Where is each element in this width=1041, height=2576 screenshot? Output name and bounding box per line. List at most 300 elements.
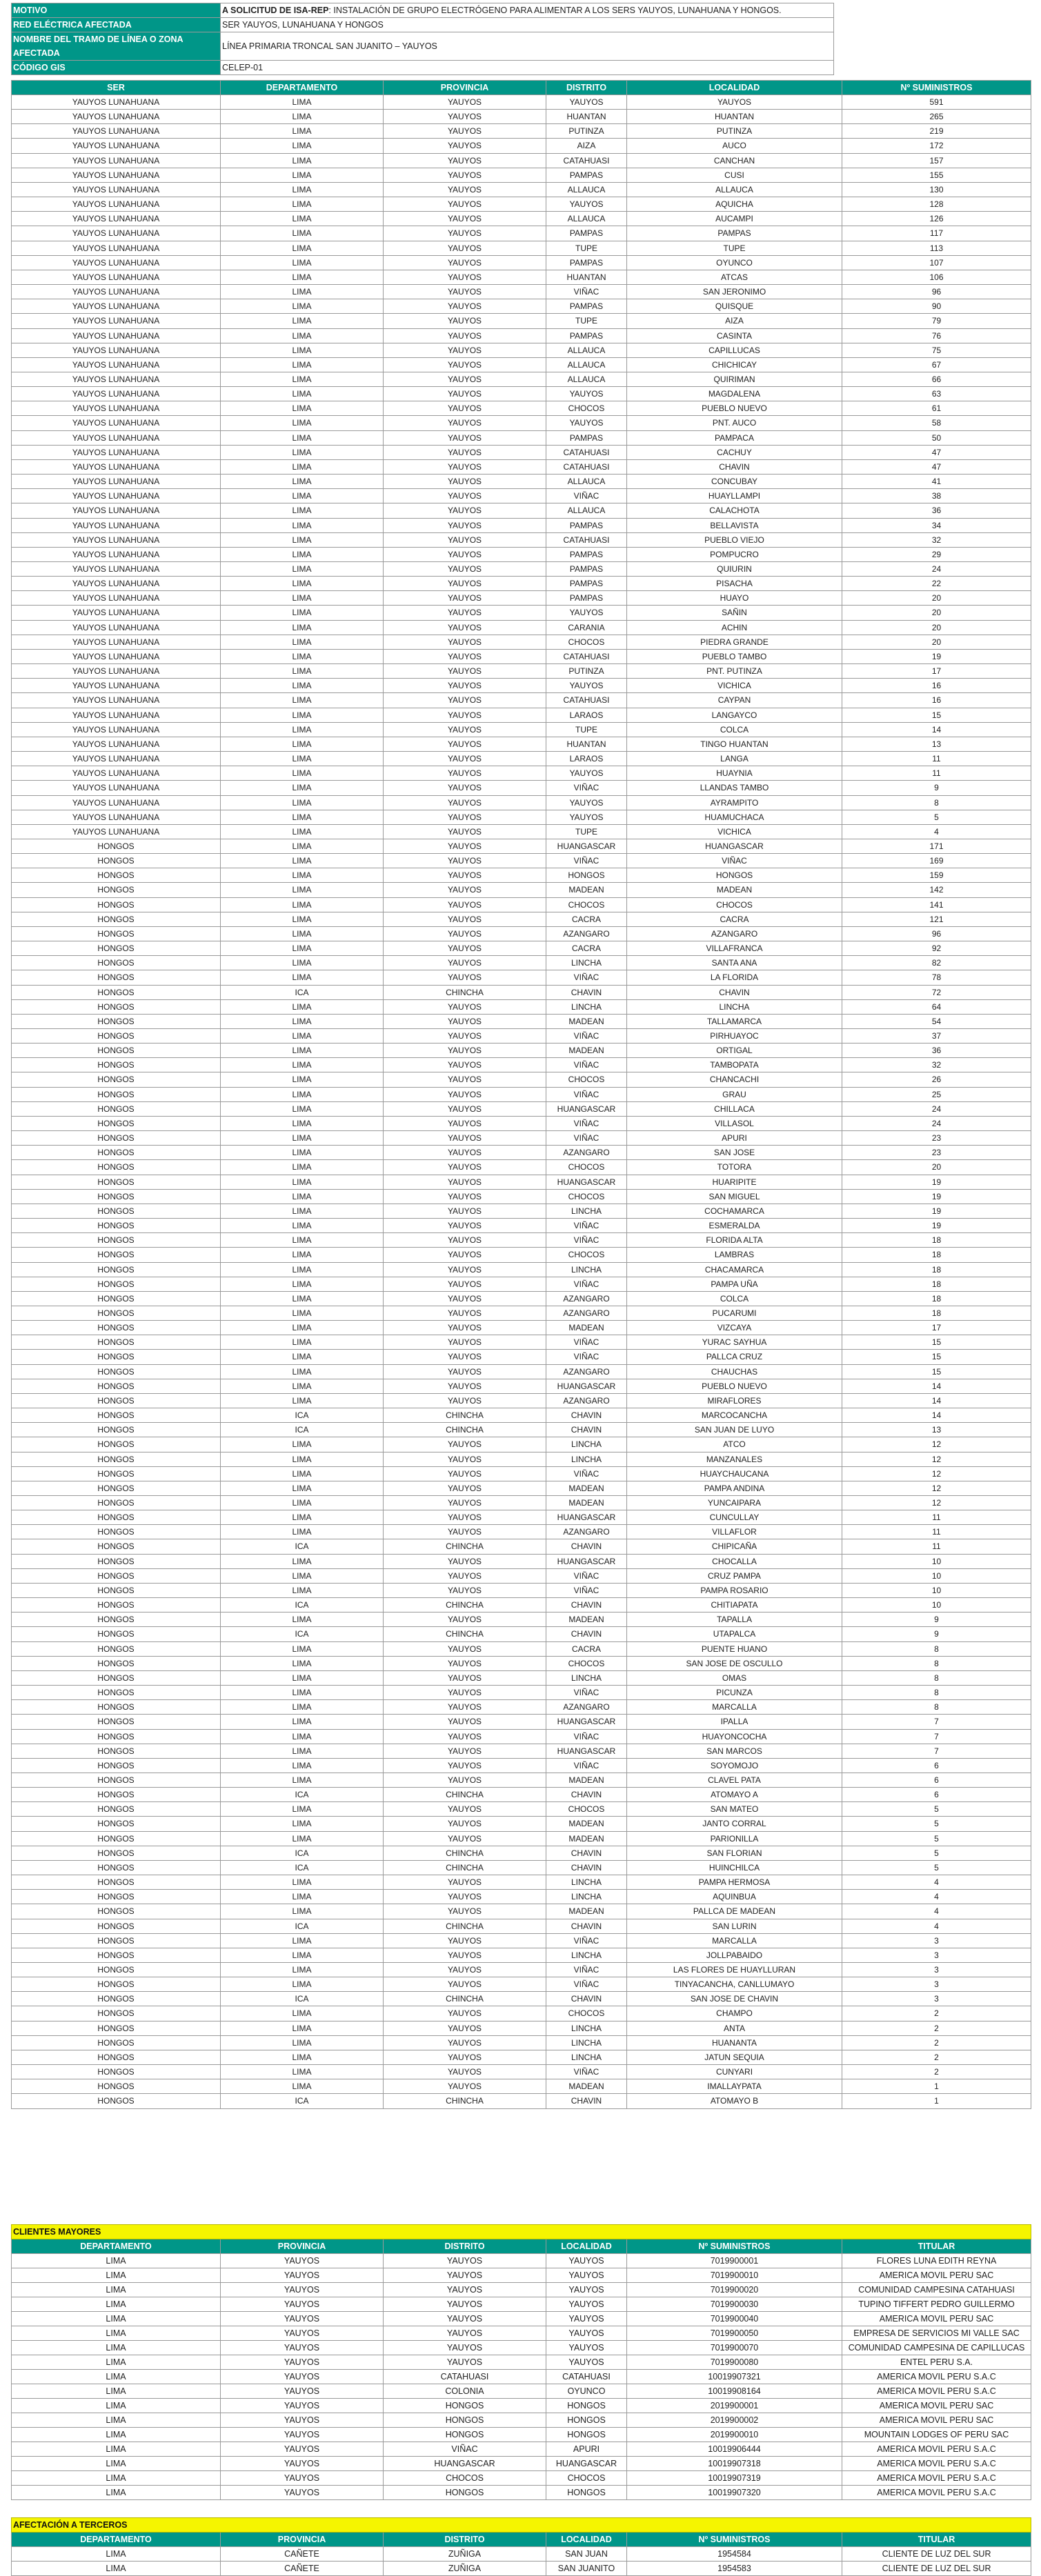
table-cell: CHINCHA: [384, 1788, 546, 1802]
table-cell: LIMA: [221, 489, 384, 503]
table-cell: 10: [842, 1568, 1031, 1583]
table-cell: PAMPAS: [546, 577, 627, 591]
table-row: [12, 1364, 1031, 1379]
table-cell: CHOCOS: [546, 635, 627, 649]
table-cell: ATCAS: [627, 270, 842, 284]
table-cell: CATAHUASI: [546, 693, 627, 708]
table-row: [12, 1744, 1031, 1758]
table-cell: LIMA: [221, 839, 384, 853]
table-cell: YAUYOS: [384, 1379, 546, 1393]
table-cell: 24: [842, 1116, 1031, 1130]
table-cell: LANGAYCO: [627, 708, 842, 722]
table-cell: YAUYOS LUNAHUANA: [12, 635, 221, 649]
table-cell: LIMA: [221, 1568, 384, 1583]
table-cell: VIÑAC: [546, 1583, 627, 1597]
table-cell: LIMA: [221, 1350, 384, 1364]
table-cell: HUANTAN: [546, 110, 627, 124]
table-row: [12, 1379, 1031, 1393]
table-cell: YAUYOS LUNAHUANA: [12, 372, 221, 386]
table-cell: PAMPAS: [546, 226, 627, 241]
table-cell: VIÑAC: [546, 781, 627, 795]
table-cell: HUARIPITE: [627, 1175, 842, 1189]
table-cell: 14: [842, 1393, 1031, 1408]
table-cell: 20: [842, 591, 1031, 606]
table-cell: LIMA: [221, 999, 384, 1014]
table-cell: YAUYOS: [384, 285, 546, 299]
table-row: [12, 1029, 1031, 1044]
table-cell: HUANTAN: [627, 110, 842, 124]
table-cell: SANTA ANA: [627, 956, 842, 970]
table-cell: 23: [842, 1146, 1031, 1160]
table-cell: 9: [842, 1627, 1031, 1641]
table-cell: OMAS: [627, 1670, 842, 1685]
table-cell: YAUYOS: [384, 2021, 546, 2035]
table-cell: YAUYOS LUNAHUANA: [12, 343, 221, 357]
table-cell: ALLAUCA: [546, 475, 627, 489]
table-cell: YAUYOS: [384, 197, 546, 212]
table-cell: YAUYOS: [384, 2035, 546, 2050]
table-cell: APURI: [546, 2442, 627, 2457]
table-cell: LIMA: [221, 795, 384, 810]
table-row: [12, 577, 1031, 591]
table-cell: HONGOS: [12, 1539, 221, 1554]
table-row: [12, 2050, 1031, 2064]
table-cell: PUTINZA: [546, 664, 627, 679]
table-cell: CHAVIN: [546, 985, 627, 999]
table-cell: LIMA: [221, 1379, 384, 1393]
table-cell: EMPRESA DE SERVICIOS MI VALLE SAC: [842, 2326, 1031, 2341]
table-cell: ALLAUCA: [546, 503, 627, 518]
table-cell: 142: [842, 883, 1031, 897]
table-cell: PAMPACA: [627, 430, 842, 445]
table-cell: 12: [842, 1452, 1031, 1466]
table-cell: YAUYOS: [546, 2341, 627, 2355]
table-cell: LIMA: [221, 1613, 384, 1627]
table-cell: LIMA: [221, 1948, 384, 1962]
table-cell: YAUYOS: [384, 430, 546, 445]
table-cell: 3: [842, 1948, 1031, 1962]
table-cell: LIMA: [12, 2471, 221, 2486]
table-cell: VIÑAC: [384, 2442, 546, 2457]
table-cell: HONGOS: [12, 1613, 221, 1627]
table-cell: 61: [842, 401, 1031, 416]
table-cell: 25: [842, 1087, 1031, 1101]
table-row: [12, 1072, 1031, 1087]
table-cell: LIMA: [221, 168, 384, 182]
table-cell: HUANTAN: [546, 270, 627, 284]
table-cell: HONGOS: [12, 1977, 221, 1992]
table-cell: YAUYOS: [384, 95, 546, 110]
column-header: SER: [12, 81, 221, 95]
table-cell: MADEAN: [546, 1321, 627, 1335]
table-cell: YAUYOS: [546, 2355, 627, 2370]
table-cell: PARIONILLA: [627, 1831, 842, 1846]
table-cell: HONGOS: [12, 970, 221, 985]
table-row: [12, 2297, 1031, 2312]
table-cell: AMERICA MOVIL PERU SAC: [842, 2399, 1031, 2413]
table-cell: 121: [842, 912, 1031, 926]
table-cell: YAUYOS: [384, 299, 546, 314]
table-row: [12, 1583, 1031, 1597]
table-cell: LIMA: [221, 1306, 384, 1320]
table-cell: HONGOS: [12, 1933, 221, 1948]
table-cell: YAUYOS LUNAHUANA: [12, 795, 221, 810]
table-cell: AYRAMPITO: [627, 795, 842, 810]
table-cell: FLORIDA ALTA: [627, 1233, 842, 1248]
table-cell: YAUYOS: [384, 518, 546, 532]
table-cell: VIÑAC: [546, 1233, 627, 1248]
table-cell: LIMA: [221, 1525, 384, 1539]
table-cell: SAN FLORIAN: [627, 1846, 842, 1860]
table-cell: MARCALLA: [627, 1933, 842, 1948]
table-cell: TAMBOPATA: [627, 1058, 842, 1072]
table-cell: YAUYOS: [384, 2006, 546, 2021]
table-row: [12, 2254, 1031, 2268]
table-row: [12, 182, 1031, 197]
table-cell: CATAHUASI: [546, 649, 627, 663]
table-cell: LIMA: [221, 1116, 384, 1130]
table-cell: YAUYOS LUNAHUANA: [12, 255, 221, 270]
table-cell: YAUYOS: [221, 2297, 384, 2312]
table-cell: ATOMAYO B: [627, 2094, 842, 2108]
table-cell: HONGOS: [12, 1204, 221, 1218]
table-cell: 66: [842, 372, 1031, 386]
table-cell: LIMA: [221, 664, 384, 679]
table-cell: AMERICA MOVIL PERU S.A.C: [842, 2384, 1031, 2399]
table-cell: LINCHA: [627, 999, 842, 1014]
table-cell: HONGOS: [12, 1700, 221, 1715]
motivo-bold: A SOLICITUD DE ISA-REP: [222, 6, 329, 15]
table-row: [12, 2486, 1031, 2500]
table-cell: LIMA: [221, 970, 384, 985]
table-cell: 50: [842, 430, 1031, 445]
table-cell: LIMA: [221, 1904, 384, 1919]
table-cell: YAUYOS: [384, 562, 546, 577]
table-cell: YAUYOS: [384, 1335, 546, 1350]
table-cell: YAUYOS: [384, 1554, 546, 1568]
table-cell: VILLASOL: [627, 1116, 842, 1130]
column-header: Nº SUMINISTROS: [627, 2239, 842, 2254]
table-cell: CHAVIN: [546, 1846, 627, 1860]
table-cell: 10019908164: [627, 2384, 842, 2399]
table-cell: LIMA: [221, 897, 384, 912]
table-cell: HUANGASCAR: [546, 1101, 627, 1116]
table-row: [12, 912, 1031, 926]
table-row: [12, 1758, 1031, 1773]
table-cell: MOUNTAIN LODGES OF PERU SAC: [842, 2428, 1031, 2442]
table-cell: HONGOS: [546, 2399, 627, 2413]
table-cell: 2: [842, 2050, 1031, 2064]
table-cell: HONGOS: [12, 941, 221, 956]
table-cell: LIMA: [221, 649, 384, 663]
table-cell: CHAVIN: [546, 2094, 627, 2108]
table-cell: ICA: [221, 1408, 384, 1423]
table-cell: 90: [842, 299, 1031, 314]
table-cell: LIMA: [12, 2413, 221, 2428]
table-cell: YAUYOS: [384, 1817, 546, 1831]
table-cell: LARAOS: [546, 752, 627, 766]
table-cell: YAUYOS: [221, 2283, 384, 2297]
clientes-mayores-header-row: [12, 2239, 1031, 2254]
table-cell: 10019907321: [627, 2370, 842, 2384]
table-cell: HONGOS: [12, 1992, 221, 2006]
table-cell: 10019907319: [627, 2471, 842, 2486]
table-cell: YAUYOS LUNAHUANA: [12, 299, 221, 314]
table-row: [12, 1729, 1031, 1744]
table-row: [12, 839, 1031, 853]
table-cell: VIÑAC: [546, 1058, 627, 1072]
table-cell: ATCO: [627, 1437, 842, 1452]
table-cell: 19: [842, 649, 1031, 663]
table-cell: LIMA: [221, 1219, 384, 1233]
table-cell: HUAYLLAMPI: [627, 489, 842, 503]
table-cell: CHOCOS: [546, 1248, 627, 1262]
table-cell: YAUYOS LUNAHUANA: [12, 241, 221, 255]
table-cell: YAUYOS LUNAHUANA: [12, 547, 221, 561]
table-cell: HONGOS: [12, 912, 221, 926]
table-cell: CHILLACA: [627, 1101, 842, 1116]
table-cell: 8: [842, 795, 1031, 810]
table-row: [12, 1539, 1031, 1554]
table-cell: SAÑIN: [627, 606, 842, 620]
table-cell: LIMA: [221, 153, 384, 168]
table-cell: ICA: [221, 1860, 384, 1875]
table-cell: YAUYOS: [546, 95, 627, 110]
table-cell: YAUYOS: [221, 2471, 384, 2486]
table-row: [12, 2268, 1031, 2283]
table-cell: ICA: [221, 1627, 384, 1641]
table-cell: CAYPAN: [627, 693, 842, 708]
table-cell: LIMA: [221, 941, 384, 956]
table-cell: LIMA: [221, 1729, 384, 1744]
table-cell: YAUYOS: [384, 1525, 546, 1539]
table-row: [12, 95, 1031, 110]
table-cell: AIZA: [546, 139, 627, 153]
table-cell: LINCHA: [546, 1437, 627, 1452]
table-cell: LIMA: [221, 532, 384, 547]
table-cell: 18: [842, 1291, 1031, 1306]
table-cell: CHOCOS: [546, 1189, 627, 1204]
table-cell: YAUYOS LUNAHUANA: [12, 766, 221, 781]
table-cell: LIMA: [221, 562, 384, 577]
table-cell: ALLAUCA: [546, 182, 627, 197]
table-cell: LIMA: [221, 343, 384, 357]
table-cell: HONGOS: [546, 2413, 627, 2428]
table-cell: YAUYOS: [546, 416, 627, 430]
table-row: [12, 1189, 1031, 1204]
table-cell: YAUYOS: [384, 766, 546, 781]
motivo-row: [12, 3, 834, 18]
table-cell: YAUYOS LUNAHUANA: [12, 387, 221, 401]
tramo-row: [12, 32, 834, 61]
table-cell: AMERICA MOVIL PERU S.A.C: [842, 2370, 1031, 2384]
table-cell: YAUYOS: [384, 1101, 546, 1116]
table-cell: LIMA: [221, 912, 384, 926]
table-cell: 10: [842, 1598, 1031, 1613]
table-cell: HONGOS: [12, 1335, 221, 1350]
table-cell: PUTINZA: [546, 124, 627, 139]
table-cell: 26: [842, 1072, 1031, 1087]
table-cell: PNT. AUCO: [627, 416, 842, 430]
table-cell: YAUYOS: [384, 1306, 546, 1320]
table-cell: YAUYOS LUNAHUANA: [12, 124, 221, 139]
table-row: [12, 2355, 1031, 2370]
table-cell: HONGOS: [12, 1277, 221, 1291]
table-row: [12, 1875, 1031, 1890]
table-cell: PISACHA: [627, 577, 842, 591]
table-row: [12, 532, 1031, 547]
table-cell: CRUZ PAMPA: [627, 1568, 842, 1583]
table-row: [12, 752, 1031, 766]
table-cell: LIMA: [12, 2457, 221, 2471]
table-cell: HONGOS: [384, 2413, 546, 2428]
table-cell: LIMA: [221, 1481, 384, 1495]
table-row: [12, 139, 1031, 153]
table-cell: 47: [842, 445, 1031, 459]
table-cell: YAUYOS LUNAHUANA: [12, 693, 221, 708]
table-cell: YAUYOS: [384, 1583, 546, 1597]
table-cell: YAUYOS: [384, 883, 546, 897]
table-cell: 2019900010: [627, 2428, 842, 2442]
table-cell: YAUYOS LUNAHUANA: [12, 357, 221, 372]
table-cell: 13: [842, 1423, 1031, 1437]
table-cell: 18: [842, 1233, 1031, 1248]
table-cell: YAUYOS: [384, 139, 546, 153]
table-cell: MIRAFLORES: [627, 1393, 842, 1408]
table-cell: 6: [842, 1758, 1031, 1773]
table-cell: AZANGARO: [546, 1364, 627, 1379]
table-cell: YAUYOS: [546, 387, 627, 401]
table-cell: LIMA: [221, 1656, 384, 1670]
table-cell: MADEAN: [546, 1817, 627, 1831]
table-cell: CATAHUASI: [546, 459, 627, 474]
table-cell: CHINCHA: [384, 1860, 546, 1875]
table-cell: AUCO: [627, 139, 842, 153]
table-cell: 5: [842, 1817, 1031, 1831]
table-cell: LINCHA: [546, 2021, 627, 2035]
table-cell: 4: [842, 1890, 1031, 1904]
table-cell: YAUYOS: [384, 475, 546, 489]
table-row: [12, 1204, 1031, 1218]
table-cell: MADEAN: [546, 2079, 627, 2094]
table-cell: AMERICA MOVIL PERU S.A.C: [842, 2486, 1031, 2500]
table-cell: HONGOS: [12, 1831, 221, 1846]
table-cell: 10: [842, 1554, 1031, 1568]
table-cell: LIMA: [221, 781, 384, 795]
table-cell: SAN JUANITO: [546, 2562, 627, 2576]
table-cell: YAUYOS: [384, 1277, 546, 1291]
table-cell: TALLAMARCA: [627, 1014, 842, 1028]
table-cell: LIMA: [221, 708, 384, 722]
table-cell: PAMPA ROSARIO: [627, 1583, 842, 1597]
table-cell: CHOCOS: [546, 1072, 627, 1087]
table-cell: LIMA: [221, 1875, 384, 1890]
table-cell: HONGOS: [12, 2079, 221, 2094]
table-cell: PAMPA HERMOSA: [627, 1875, 842, 1890]
table-cell: HUANTAN: [546, 737, 627, 751]
table-row: [12, 1817, 1031, 1831]
table-cell: 1: [842, 2079, 1031, 2094]
table-cell: CATAHUASI: [546, 153, 627, 168]
table-cell: YAUYOS: [384, 416, 546, 430]
table-cell: VIÑAC: [546, 489, 627, 503]
table-cell: 20: [842, 606, 1031, 620]
table-cell: LIMA: [221, 1831, 384, 1846]
table-cell: PAMPAS: [546, 591, 627, 606]
table-cell: CAÑETE: [221, 2547, 384, 2562]
table-cell: CHINCHA: [384, 1992, 546, 2006]
table-cell: CHAVIN: [546, 1408, 627, 1423]
table-cell: PUEBLO VIEJO: [627, 532, 842, 547]
table-row: [12, 1860, 1031, 1875]
table-cell: LIMA: [221, 1670, 384, 1685]
table-cell: HUANGASCAR: [546, 1715, 627, 1729]
table-cell: ICA: [221, 1598, 384, 1613]
table-cell: CANCHAN: [627, 153, 842, 168]
table-row: [12, 1890, 1031, 1904]
table-row: [12, 328, 1031, 343]
table-cell: 265: [842, 110, 1031, 124]
table-cell: HONGOS: [12, 1919, 221, 1933]
table-cell: PAMPAS: [546, 255, 627, 270]
table-cell: HUAYONCOCHA: [627, 1729, 842, 1744]
table-cell: CACHUY: [627, 445, 842, 459]
table-cell: MANZANALES: [627, 1452, 842, 1466]
table-cell: HONGOS: [12, 1291, 221, 1306]
table-cell: HONGOS: [12, 1496, 221, 1510]
table-cell: 32: [842, 532, 1031, 547]
table-cell: YAUYOS: [384, 1948, 546, 1962]
table-cell: YAUYOS: [384, 1219, 546, 1233]
table-row: [12, 693, 1031, 708]
table-cell: YAUYOS: [384, 1248, 546, 1262]
table-cell: 11: [842, 766, 1031, 781]
table-row: [12, 357, 1031, 372]
table-row: [12, 459, 1031, 474]
table-cell: 219: [842, 124, 1031, 139]
table-cell: YAUYOS: [546, 679, 627, 693]
table-cell: 4: [842, 824, 1031, 839]
table-cell: 10019907320: [627, 2486, 842, 2500]
table-row: [12, 635, 1031, 649]
table-cell: TOTORA: [627, 1160, 842, 1175]
table-row: [12, 562, 1031, 577]
table-cell: LIMA: [221, 1175, 384, 1189]
table-cell: AMERICA MOVIL PERU S.A.C: [842, 2442, 1031, 2457]
table-row: [12, 168, 1031, 182]
table-cell: 75: [842, 343, 1031, 357]
table-cell: HONGOS: [12, 897, 221, 912]
column-header: PROVINCIA: [384, 81, 546, 95]
table-cell: LIMA: [221, 722, 384, 737]
table-cell: AZANGARO: [546, 1393, 627, 1408]
table-cell: YAUYOS: [384, 372, 546, 386]
table-cell: YAUYOS: [221, 2384, 384, 2399]
table-cell: LIMA: [221, 372, 384, 386]
table-cell: 16: [842, 693, 1031, 708]
table-cell: YAUYOS: [384, 577, 546, 591]
table-cell: HONGOS: [12, 1408, 221, 1423]
table-row: [12, 854, 1031, 868]
table-cell: VICHICA: [627, 679, 842, 693]
table-cell: 11: [842, 1539, 1031, 1554]
table-cell: HONGOS: [12, 1641, 221, 1656]
table-cell: YAUYOS: [384, 1641, 546, 1656]
table-cell: YAUYOS LUNAHUANA: [12, 752, 221, 766]
table-cell: HONGOS: [384, 2486, 546, 2500]
table-cell: LIMA: [221, 518, 384, 532]
table-cell: SAN JUAN: [546, 2547, 627, 2562]
